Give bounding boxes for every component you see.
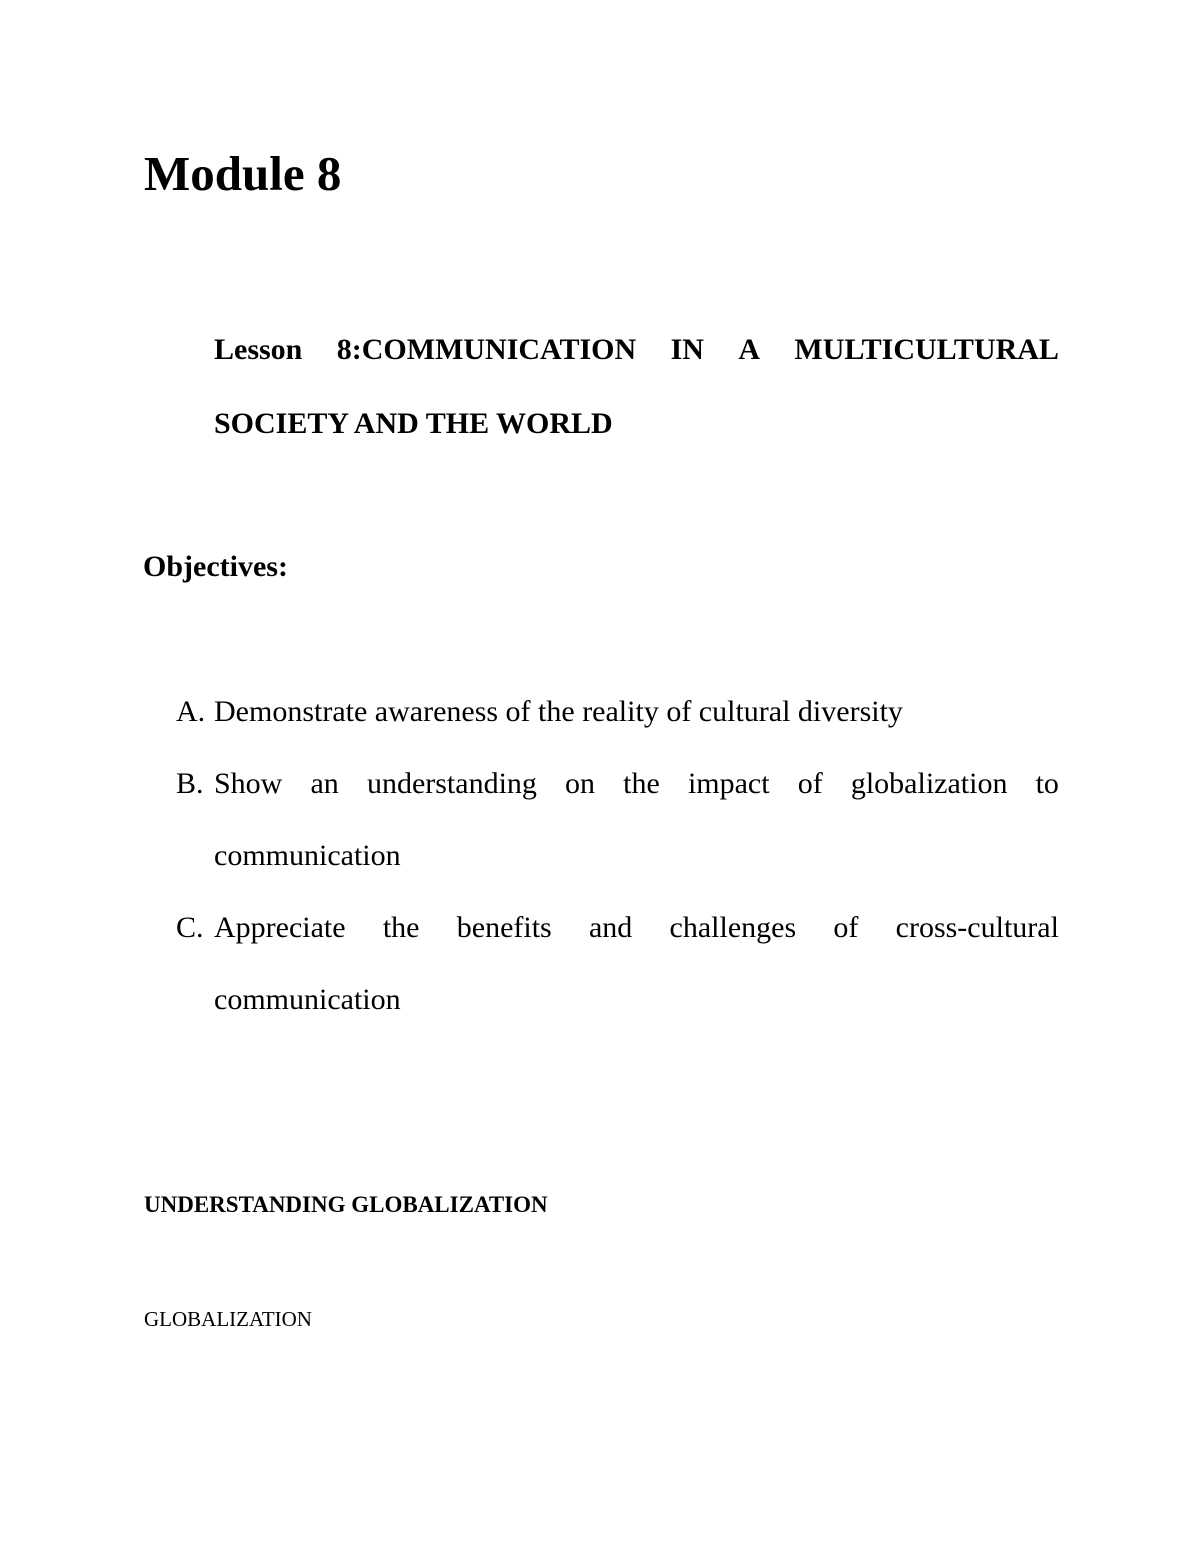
lesson-word: MULTICULTURAL: [794, 333, 1059, 366]
objective-word: on: [565, 767, 596, 800]
objective-word: the: [623, 767, 660, 800]
lesson-title-line-2: SOCIETY AND THE WORLD: [214, 407, 613, 440]
lesson-word: A: [738, 333, 761, 366]
objective-c-text-line-1: [214, 910, 1059, 946]
objective-b-letter: B.: [176, 767, 204, 800]
objective-word: Show: [214, 767, 283, 800]
objective-word: Appreciate: [214, 911, 346, 944]
module-title: Module 8: [144, 146, 342, 201]
objectives-heading: Objectives:: [143, 550, 288, 583]
lesson-word: IN: [670, 333, 704, 366]
objective-word: challenges: [669, 911, 797, 944]
lesson-word: 8:COMMUNICATION: [336, 333, 637, 366]
objective-word: to: [1035, 767, 1059, 800]
objective-a-letter: A.: [176, 695, 206, 728]
objective-word: impact: [687, 767, 770, 800]
objective-word: understanding: [366, 767, 537, 800]
objective-word: of: [833, 911, 859, 944]
objective-b-text-line-1: [214, 766, 1059, 802]
objective-c-letter: C.: [176, 911, 204, 944]
objective-word: and: [588, 911, 633, 944]
section-heading: UNDERSTANDING GLOBALIZATION: [144, 1192, 548, 1217]
objective-word: an: [310, 767, 339, 800]
lesson-word: Lesson: [214, 333, 303, 366]
objective-c-text-line-2: communication: [214, 983, 401, 1016]
objective-word: of: [797, 767, 823, 800]
objective-word: the: [382, 911, 420, 944]
objective-b-text-line-2: communication: [214, 839, 401, 872]
objective-word: globalization: [850, 767, 1008, 800]
objective-a-text: Demonstrate awareness of the reality of cultural diversity: [214, 695, 903, 728]
objective-word: benefits: [456, 911, 552, 944]
lesson-title-line-1: [214, 332, 1059, 368]
sub-heading: GLOBALIZATION: [144, 1307, 312, 1331]
objective-word: cross-cultural: [895, 911, 1059, 944]
